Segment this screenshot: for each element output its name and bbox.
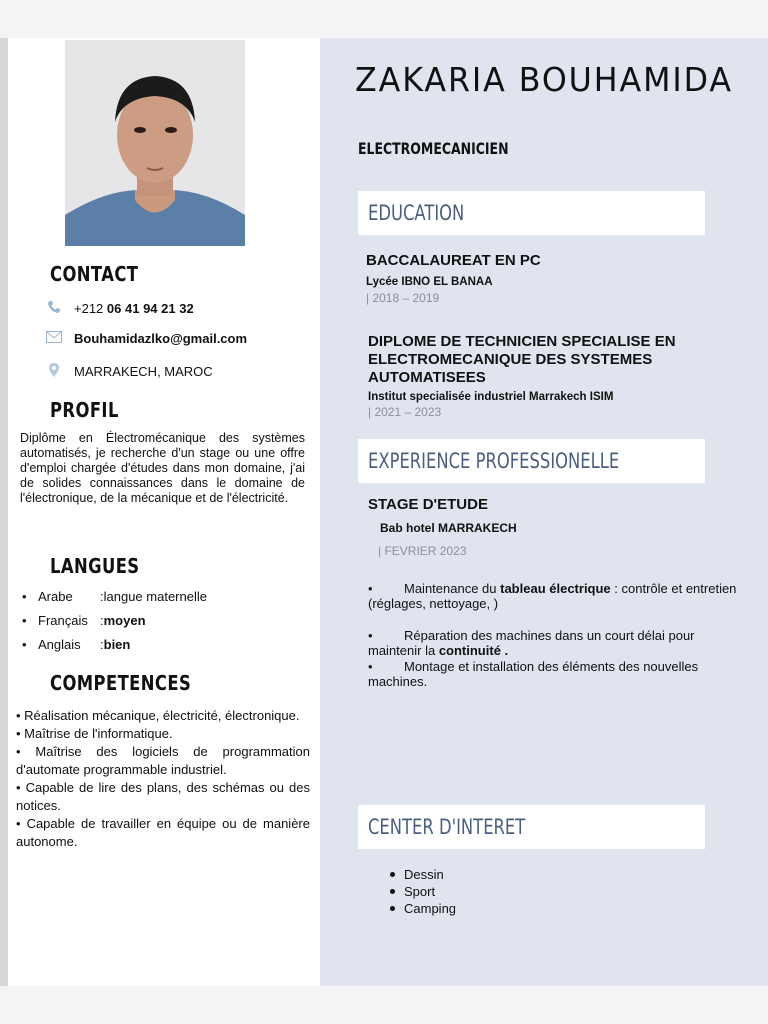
experience-heading: EXPERIENCE PROFESSIONELLE — [368, 449, 620, 473]
competence-text: Maîtrise des logiciels de programmation d'automate programmable industriel. — [16, 744, 310, 777]
interet-text: Sport — [404, 884, 436, 899]
competence-text: Capable de lire des plans, des schémas ou des notices. — [16, 780, 310, 813]
experience-bullet: • Montage et installation des éléments des nouvelles machines. — [368, 659, 699, 689]
langues-list — [22, 589, 207, 661]
interet-item — [390, 866, 456, 883]
education-dates-1: | 2018 – 2019 — [366, 291, 440, 305]
interet-text: Camping — [404, 901, 457, 916]
competence-text: Réalisation mécanique, électricité, électronique. — [24, 708, 300, 723]
bullet-text: : contrôle et entretien (réglages, nettoyage, ) — [368, 581, 737, 611]
phone-icon — [40, 300, 68, 317]
langue-level: langue maternelle — [103, 589, 207, 604]
phone-number — [74, 301, 194, 316]
interet-item — [390, 900, 456, 917]
competence-item: • Réalisation mécanique, électricité, électronique. — [16, 708, 300, 723]
bullet-text: Réparation des machines dans un court délai pour maintenir la — [368, 628, 695, 658]
bullet-text: Maintenance du — [404, 581, 501, 596]
competences-list — [16, 707, 310, 851]
langue-name: Français — [38, 613, 88, 628]
competence-text: Maîtrise de l'informatique. — [24, 726, 173, 741]
competence-item: • Capable de travailler en équipe ou de manière autonome. — [16, 816, 310, 849]
competence-item: • Maîtrise de l'informatique. — [16, 726, 173, 741]
langue-name: Anglais — [38, 637, 81, 652]
profil-text: Diplôme en Électromécanique des systèmes automatisés, je recherche d'un stage ou une offre d'emploi chargée d'études dans mon domaine, j'ai de solides connaissances dans le domaine de l'électronique, de la mécanique et de l'électricité. — [20, 431, 305, 505]
experience-title: STAGE D'ETUDE — [368, 496, 488, 513]
competence-text: Capable de travailler en équipe ou de manière autonome. — [16, 816, 310, 849]
profile-photo — [65, 40, 245, 246]
location-text: MARRAKECH, MAROC — [74, 364, 213, 379]
education-dates-2: | 2021 – 2023 — [368, 405, 442, 419]
langue-item: • Français : moyen — [22, 613, 207, 637]
contact-location-row — [40, 363, 213, 380]
phone-digits: 06 41 94 21 32 — [106, 301, 194, 316]
interet-text: Dessin — [404, 867, 444, 882]
interets-list — [390, 866, 456, 917]
langue-item: • Anglais : bien — [22, 637, 207, 661]
location-pin-icon — [40, 363, 68, 380]
education-school-2: Institut specialisée industriel Marrakech ISIM — [368, 391, 614, 403]
experience-bullet: • Réparation des machines dans un court délai pour maintenir la continuité . — [368, 628, 695, 658]
interets-heading-box — [358, 805, 705, 849]
education-title-2: DIPLOME DE TECHNICIEN SPECIALISE EN ELECTROMECANIQUE DES SYSTEMES AUTOMATISEES — [368, 333, 676, 386]
mail-icon — [40, 331, 68, 346]
phone-prefix: +212 — [74, 301, 104, 316]
bullet-emphasis: continuité . — [438, 643, 509, 658]
competences-heading: COMPETENCES — [50, 671, 192, 695]
email-address: Bouhamidazlko@gmail.com — [74, 331, 248, 346]
candidate-name: ZAKARIA BOUHAMIDA — [355, 60, 733, 99]
langue-separator: : — [100, 589, 104, 604]
interets-heading: CENTER D'INTERET — [368, 815, 526, 839]
langue-level: moyen — [103, 613, 146, 628]
contact-heading: CONTACT — [50, 262, 139, 286]
contact-phone-row — [40, 300, 194, 317]
education-school-1: Lycée IBNO EL BANAA — [366, 276, 493, 288]
education-heading: EDUCATION — [368, 201, 465, 225]
page-edge — [0, 38, 8, 986]
competence-item: • Capable de lire des plans, des schémas ou des notices. — [16, 780, 310, 813]
job-title: ELECTROMECANICIEN — [358, 139, 509, 158]
education-title-1: BACCALAUREAT EN PC — [366, 252, 541, 269]
langue-item: • Arabe : langue maternelle — [22, 589, 207, 613]
langue-name: Arabe — [38, 589, 73, 604]
langue-separator: : — [100, 637, 104, 652]
experience-dates: | FEVRIER 2023 — [378, 544, 467, 558]
bullet-text: Montage et installation des éléments des nouvelles machines. — [368, 659, 699, 689]
contact-email-row — [40, 331, 247, 346]
langue-level: bien — [103, 637, 131, 652]
education-heading-box — [358, 191, 705, 235]
interet-item — [390, 883, 456, 900]
langues-heading: LANGUES — [50, 554, 140, 578]
experience-bullet: • Maintenance du tableau électrique : contrôle et entretien (réglages, nettoyage, ) — [368, 581, 737, 611]
competence-item: • Maîtrise des logiciels de programmation d'automate programmable industriel. — [16, 744, 310, 777]
bullet-emphasis: tableau électrique — [500, 581, 611, 596]
experience-heading-box — [358, 439, 705, 483]
experience-company: Bab hotel MARRAKECH — [380, 521, 517, 535]
langue-separator: : — [100, 613, 104, 628]
profil-heading: PROFIL — [50, 398, 119, 422]
